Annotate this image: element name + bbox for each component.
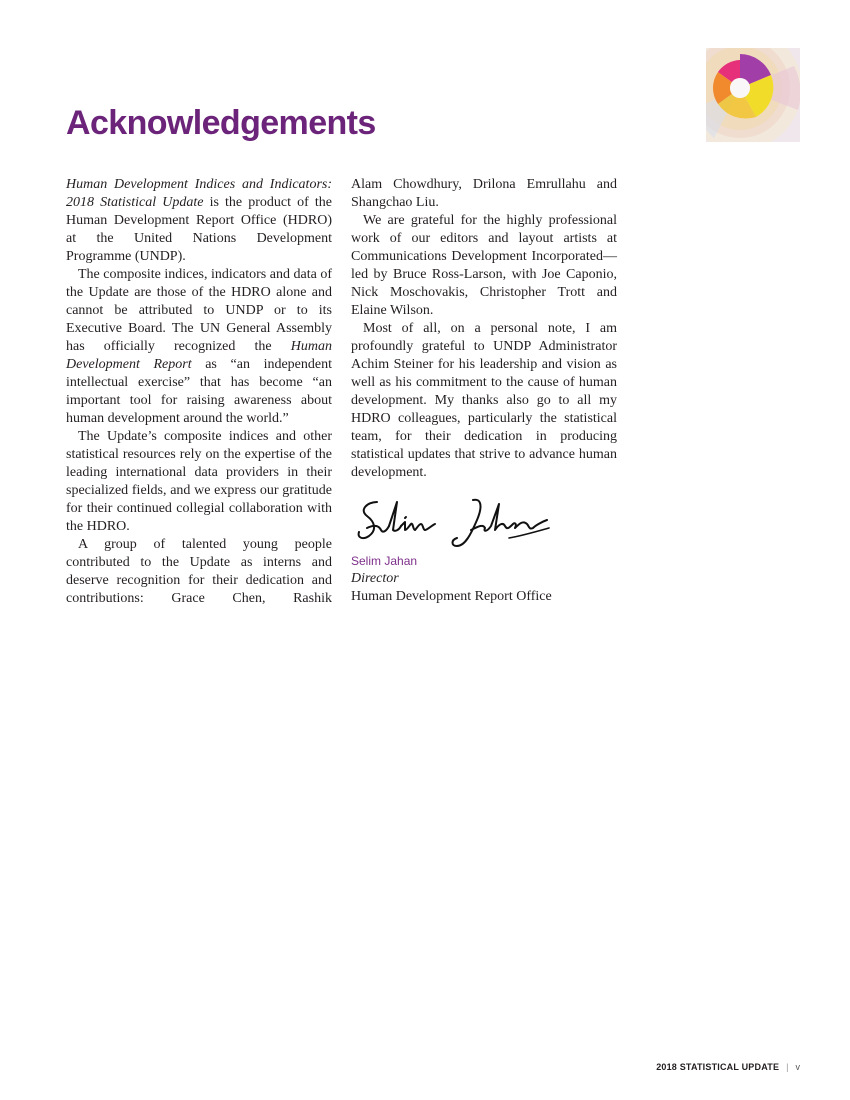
signatory-name: Selim Jahan	[351, 554, 418, 568]
page-footer	[656, 1062, 800, 1072]
footer-title: 2018 STATISTICAL UPDATE	[656, 1062, 780, 1072]
handwritten-signature	[353, 496, 553, 552]
footer-separator: |	[786, 1062, 789, 1072]
paragraph: Most of all, on a personal note, I am profoundly grateful to UNDP Administrator Achim Steiner for his leadership and vision as well as his commitment to the cause of human development. My thanks also go to all my HDRO colleagues, particularly the statistical team, for their dedication in producing statistical updates that strive to advance human development.	[351, 321, 617, 480]
page-number: v	[795, 1062, 800, 1072]
signature-block	[351, 496, 617, 606]
signatory-office: Human Development Report Office	[351, 589, 552, 604]
paragraph-text: as “an independent intellectual exercise” that has become “an important tool for raising awareness about human development around the world.”	[66, 357, 332, 426]
report-title-italic: Human Development Indices and Indicators: 2018 Statistical Update	[66, 177, 332, 210]
signatory-role: Director	[351, 571, 399, 586]
left-column	[66, 176, 332, 608]
paragraph: The Update’s composite indices and other statistical resources rely on the expertise of the leading international data providers in their specialized fields, and we express our gratitude for their continued collegial collaboration with the HDRO.	[66, 429, 332, 534]
hdr-italic: Human Development Report	[66, 339, 332, 372]
paragraph-text: is the product of the Human Development Report Office (HDRO) at the United Nations Development Programme (UNDP).	[66, 195, 332, 264]
paragraph: We are grateful for the highly professional work of our editors and layout artists at Communications Development Incorporated—led by Bruce Ross-Larson, with Joe Caponio, Nick Moschovakis, Christopher Trott and Elaine Wilson.	[351, 213, 617, 318]
right-column	[351, 176, 617, 606]
hdr-logo-icon	[706, 48, 800, 142]
paragraph-text: The composite indices, indicators and data of the Update are those of the HDRO alone and cannot be attributed to UNDP or to its Executive Board. The UN General Assembly has officially recognized the	[66, 267, 332, 354]
paragraph: Alam Chowdhury, Drilona Emrullahu and Shangchao Liu.	[351, 177, 617, 210]
paragraph: A group of talented young people contributed to the Update as interns and deserve recognition for their dedication and contributions: Grace Chen, Rashik	[66, 537, 332, 606]
paragraph	[66, 176, 332, 266]
paragraph	[66, 266, 332, 428]
page-title: Acknowledgements	[66, 104, 376, 142]
